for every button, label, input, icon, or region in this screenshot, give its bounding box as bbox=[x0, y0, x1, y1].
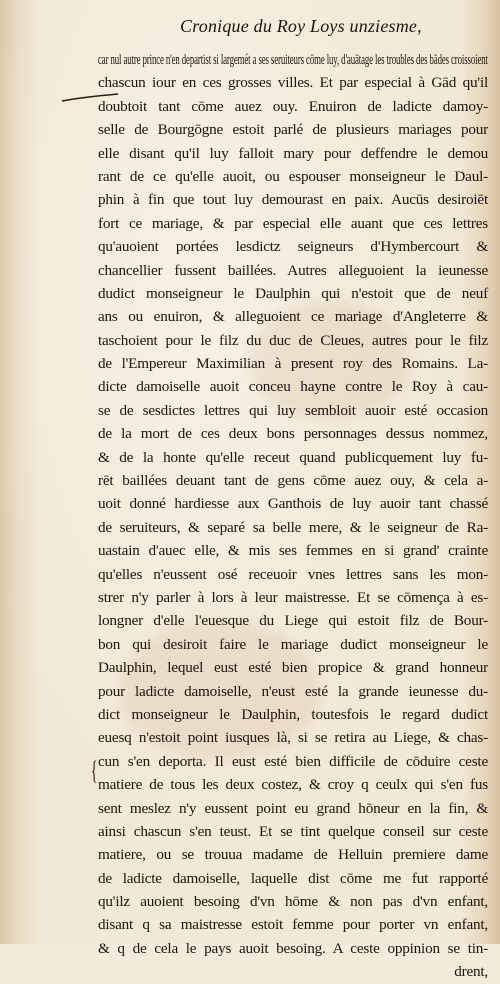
text-line: ans ou enuiron, & alleguoient ce mariage d'Angleterre & bbox=[98, 308, 488, 326]
text-line: ainsi chascun s'en teust. Et se tint quelque conseil sur ceste bbox=[98, 822, 488, 840]
text-line: & q de cela le pays auoit besoing. A ceste oppinion se tin- bbox=[98, 939, 488, 957]
text-line: dudict monseigneur le Daulphin qui n'estoit que de neuf bbox=[98, 284, 488, 302]
text-line: de ladicte damoiselle, laquelle dist cōme me fut rapporté bbox=[98, 869, 488, 887]
text-line: euesq n'estoit point iusques là, si se retira au Liege, & chas- bbox=[98, 729, 488, 747]
text-line: fort ce mariage, & par especial elle auant que ces lettres bbox=[98, 214, 488, 232]
body-text bbox=[98, 48, 488, 984]
text-line: rant de ce qu'elle auoit, ou espouser monseigneur le Daul- bbox=[98, 167, 488, 185]
text-line: doubtoit tant cōme auez ouy. Enuiron de ladicte damoy- bbox=[98, 97, 488, 115]
text-line: chancellier fussent baillées. Autres alleguoient la ieunesse bbox=[98, 261, 488, 279]
text-line: de seruiteurs, & separé sa belle mere, & le seigneur de Ra- bbox=[98, 518, 488, 536]
text-line: rēt baillées deuant tant de gens cōme auez ouy, & cela a- bbox=[98, 472, 488, 490]
text-line: de la mort de ces deux bons personnages dessus nommez, bbox=[98, 425, 488, 443]
text-line: dict monseigneur le Daulphin, toutesfois le regard dudict bbox=[98, 705, 488, 723]
text-line: cun s'en deporta. Il eust esté bien difficile de cōduire ceste bbox=[98, 752, 488, 770]
text-line: longner d'elle l'euesque du Liege qui estoit filz de Bour- bbox=[98, 612, 488, 630]
text-line: sent meslez n'y eussent point eu grand hōneur en la fin, & bbox=[98, 799, 488, 817]
text-line: bon qui desiroit faire le mariage dudict monseigneur le bbox=[98, 635, 488, 653]
text-line: matiere de tous les deux costez, & croy q ceulx qui s'en fus bbox=[98, 776, 488, 794]
text-line: chascun iour en ces grosses villes. Et par especial à Gād qu'il bbox=[98, 74, 488, 92]
text-line: matiere, ou se trouua madame de Helluin premiere dame bbox=[98, 846, 488, 864]
text-line: pour ladicte damoiselle, n'eust esté la grande ieunesse du- bbox=[98, 682, 488, 700]
text-line: car nul autre prince n'en departist si largemét a ses seruiteurs cōme luy, d'auātage les troubles des bādes croissoient bbox=[98, 51, 488, 68]
text-line: taschoient pour le filz du duc de Cleues, autres pour le filz bbox=[98, 331, 488, 349]
running-title: Cronique du Roy Loys unziesme, bbox=[180, 16, 422, 36]
text-line: elle disant qu'il luy falloit mary pour deffendre le demou bbox=[98, 144, 488, 162]
text-line: selle de Bourgōgne estoit parlé de plusieurs mariages pour bbox=[98, 121, 488, 139]
text-line: qu'elles n'eussent osé receuoir vnes lettres sans les mon- bbox=[98, 565, 488, 583]
text-line: phin à fin que tout luy demourast en paix. Aucūs desiroiēt bbox=[98, 191, 488, 209]
text-line: Daulphin, lequel eust esté bien propice & grand honneur bbox=[98, 659, 488, 677]
text-line: drent, bbox=[454, 963, 488, 981]
text-line: disant q sa maistresse estoit femme pour porter vn enfant, bbox=[98, 916, 488, 934]
text-line: qu'ilz auoient besoing d'vn hōme & non pas d'vn enfant, bbox=[98, 893, 488, 911]
text-line: uastain d'auec elle, & mis ses femmes en si grand' crainte bbox=[98, 542, 488, 560]
text-line: qu'auoient portées lesdictz seigneurs d'Hymbercourt & bbox=[98, 238, 488, 256]
text-line: & de la honte qu'elle receut quand publicquement luy fu- bbox=[98, 448, 488, 466]
text-line: strer n'y parler à lors à leur maistresse. Et se cōmença à es- bbox=[98, 588, 488, 606]
text-line: se de sesdictes lettres qui luy sembloit auoir esté occasion bbox=[98, 401, 488, 419]
text-line: uoit donné hardiesse aux Ganthois de luy auoir tant chassé bbox=[98, 495, 488, 513]
text-line: dicte damoiselle auoit conceu hayne contre le Roy à cau- bbox=[98, 378, 488, 396]
text-line: de l'Empereur Maximilian à present roy des Romains. La- bbox=[98, 355, 488, 373]
margin-bracket-mark: { bbox=[90, 756, 98, 785]
